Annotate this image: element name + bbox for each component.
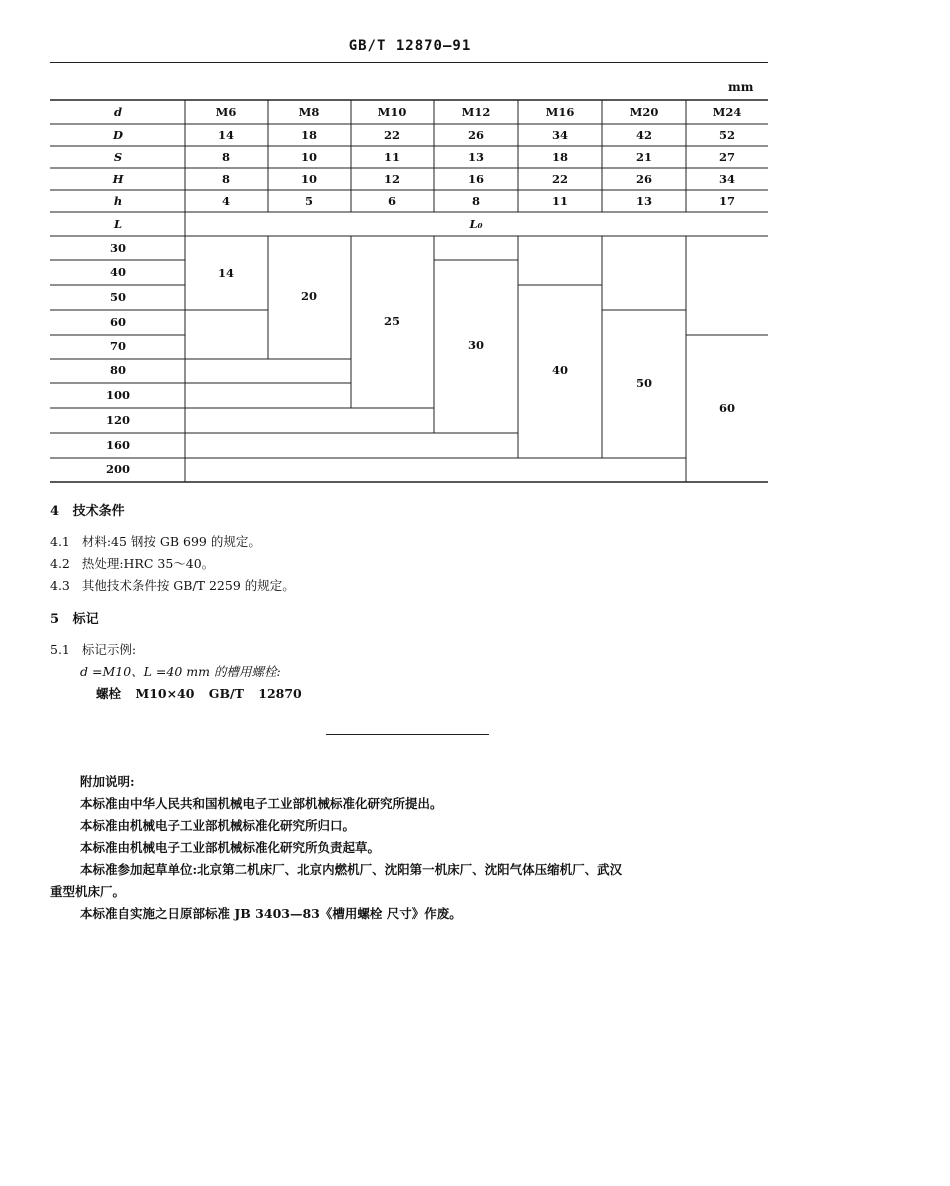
param-label-D: D (113, 128, 123, 142)
param-cell: 10 (300, 150, 318, 164)
tech-section-number: 4 (50, 504, 60, 519)
l0-block-value: 50 (635, 376, 653, 390)
l-value: 160 (105, 438, 131, 452)
tech-item-2 (50, 554, 214, 572)
l0-block-value: 40 (551, 363, 569, 377)
param-cell: 34 (718, 172, 736, 186)
tech-item-text: 其他技术条件按 GB/T 2259 的规定。 (81, 578, 295, 593)
param-cell: 17 (718, 194, 736, 208)
param-cell: 26 (467, 128, 485, 142)
param-cell: 8 (221, 150, 231, 164)
l-value: 60 (109, 315, 127, 329)
param-cell: M24 (712, 105, 742, 119)
mark-section-heading: 标记 (72, 612, 99, 627)
l0-block-value: 20 (300, 289, 318, 303)
tech-item-number: 4.3 (50, 578, 70, 593)
param-label-S: S (113, 150, 123, 164)
param-cell: 6 (387, 194, 397, 208)
l0-block-value: 60 (718, 401, 736, 415)
param-cell: 18 (551, 150, 569, 164)
unit-label: mm (728, 80, 754, 94)
mark-example-line: d =M10、L =40 mm 的槽用螺栓: (80, 664, 281, 679)
mark-example-code: 螺栓 M10×40 GB/T 12870 (96, 686, 302, 701)
param-cell: M16 (545, 105, 575, 119)
l-value: 200 (105, 462, 131, 476)
tech-item-1 (50, 532, 261, 550)
note-line-1: 本标准由中华人民共和国机械电子工业部机械标准化研究所提出。 (80, 796, 443, 811)
l-value: 80 (109, 363, 127, 377)
note-line-2: 本标准由机械电子工业部机械标准化研究所归口。 (80, 818, 356, 833)
param-cell: 27 (718, 150, 736, 164)
param-cell: M6 (215, 105, 237, 119)
l0-block-value: 25 (383, 314, 401, 328)
param-cell: 18 (300, 128, 318, 142)
param-cell: 42 (635, 128, 653, 142)
param-cell: 52 (718, 128, 736, 142)
l0-block-value: 14 (217, 266, 235, 280)
tech-section-heading: 技术条件 (72, 504, 125, 519)
param-cell: M20 (629, 105, 659, 119)
mark-section-number: 5 (50, 612, 60, 627)
l-header: L (113, 217, 123, 231)
standard-number: GB/T 12870—91 (348, 38, 472, 54)
tech-item-3 (50, 576, 295, 594)
dimension-table (0, 0, 950, 500)
l0-header: L₀ (469, 217, 483, 231)
param-cell: M8 (298, 105, 320, 119)
l-value: 70 (109, 339, 127, 353)
param-label-d: d (113, 105, 123, 119)
mark-item-number: 5.1 (50, 642, 70, 657)
param-cell: 4 (221, 194, 231, 208)
note-line-3: 本标准由机械电子工业部机械标准化研究所负责起草。 (80, 840, 381, 855)
l-value: 30 (109, 241, 127, 255)
mark-item-1 (50, 640, 136, 658)
mark-item-text: 标记示例: (81, 642, 137, 657)
note-line-5: 重型机床厂。 (50, 884, 126, 899)
tech-section-title (50, 500, 125, 519)
param-cell: 16 (467, 172, 485, 186)
param-cell: 13 (467, 150, 485, 164)
l-value: 50 (109, 290, 127, 304)
tech-item-text: 材料:45 钢按 GB 699 的规定。 (81, 534, 261, 549)
l-value: 120 (105, 413, 131, 427)
param-cell: 8 (471, 194, 481, 208)
param-cell: 14 (217, 128, 235, 142)
note-line-4: 本标准参加起草单位:北京第二机床厂、北京内燃机厂、沈阳第一机床厂、沈阳气体压缩机厂、武汉 (80, 862, 623, 877)
section-divider (326, 734, 489, 735)
param-cell: 8 (221, 172, 231, 186)
param-label-h: h (113, 194, 123, 208)
param-cell: 12 (383, 172, 401, 186)
param-cell: 13 (635, 194, 653, 208)
tech-item-number: 4.2 (50, 556, 70, 571)
l-value: 40 (109, 265, 127, 279)
mark-section-title (50, 608, 99, 627)
param-cell: 5 (304, 194, 314, 208)
l0-block-value: 30 (467, 338, 485, 352)
tech-item-number: 4.1 (50, 534, 70, 549)
param-cell: 10 (300, 172, 318, 186)
note-line-6: 本标准自实施之日原部标准 JB 3403—83《槽用螺栓 尺寸》作废。 (80, 906, 462, 921)
tech-item-text: 热处理:HRC 35～40。 (81, 556, 215, 571)
param-cell: M10 (377, 105, 407, 119)
param-cell: 21 (635, 150, 653, 164)
param-cell: 22 (551, 172, 569, 186)
param-cell: 11 (383, 150, 401, 164)
notes-title: 附加说明: (80, 774, 135, 789)
param-cell: M12 (461, 105, 491, 119)
param-cell: 34 (551, 128, 569, 142)
param-label-H: H (112, 172, 124, 186)
param-cell: 26 (635, 172, 653, 186)
l-value: 100 (105, 388, 131, 402)
param-cell: 11 (551, 194, 569, 208)
param-cell: 22 (383, 128, 401, 142)
